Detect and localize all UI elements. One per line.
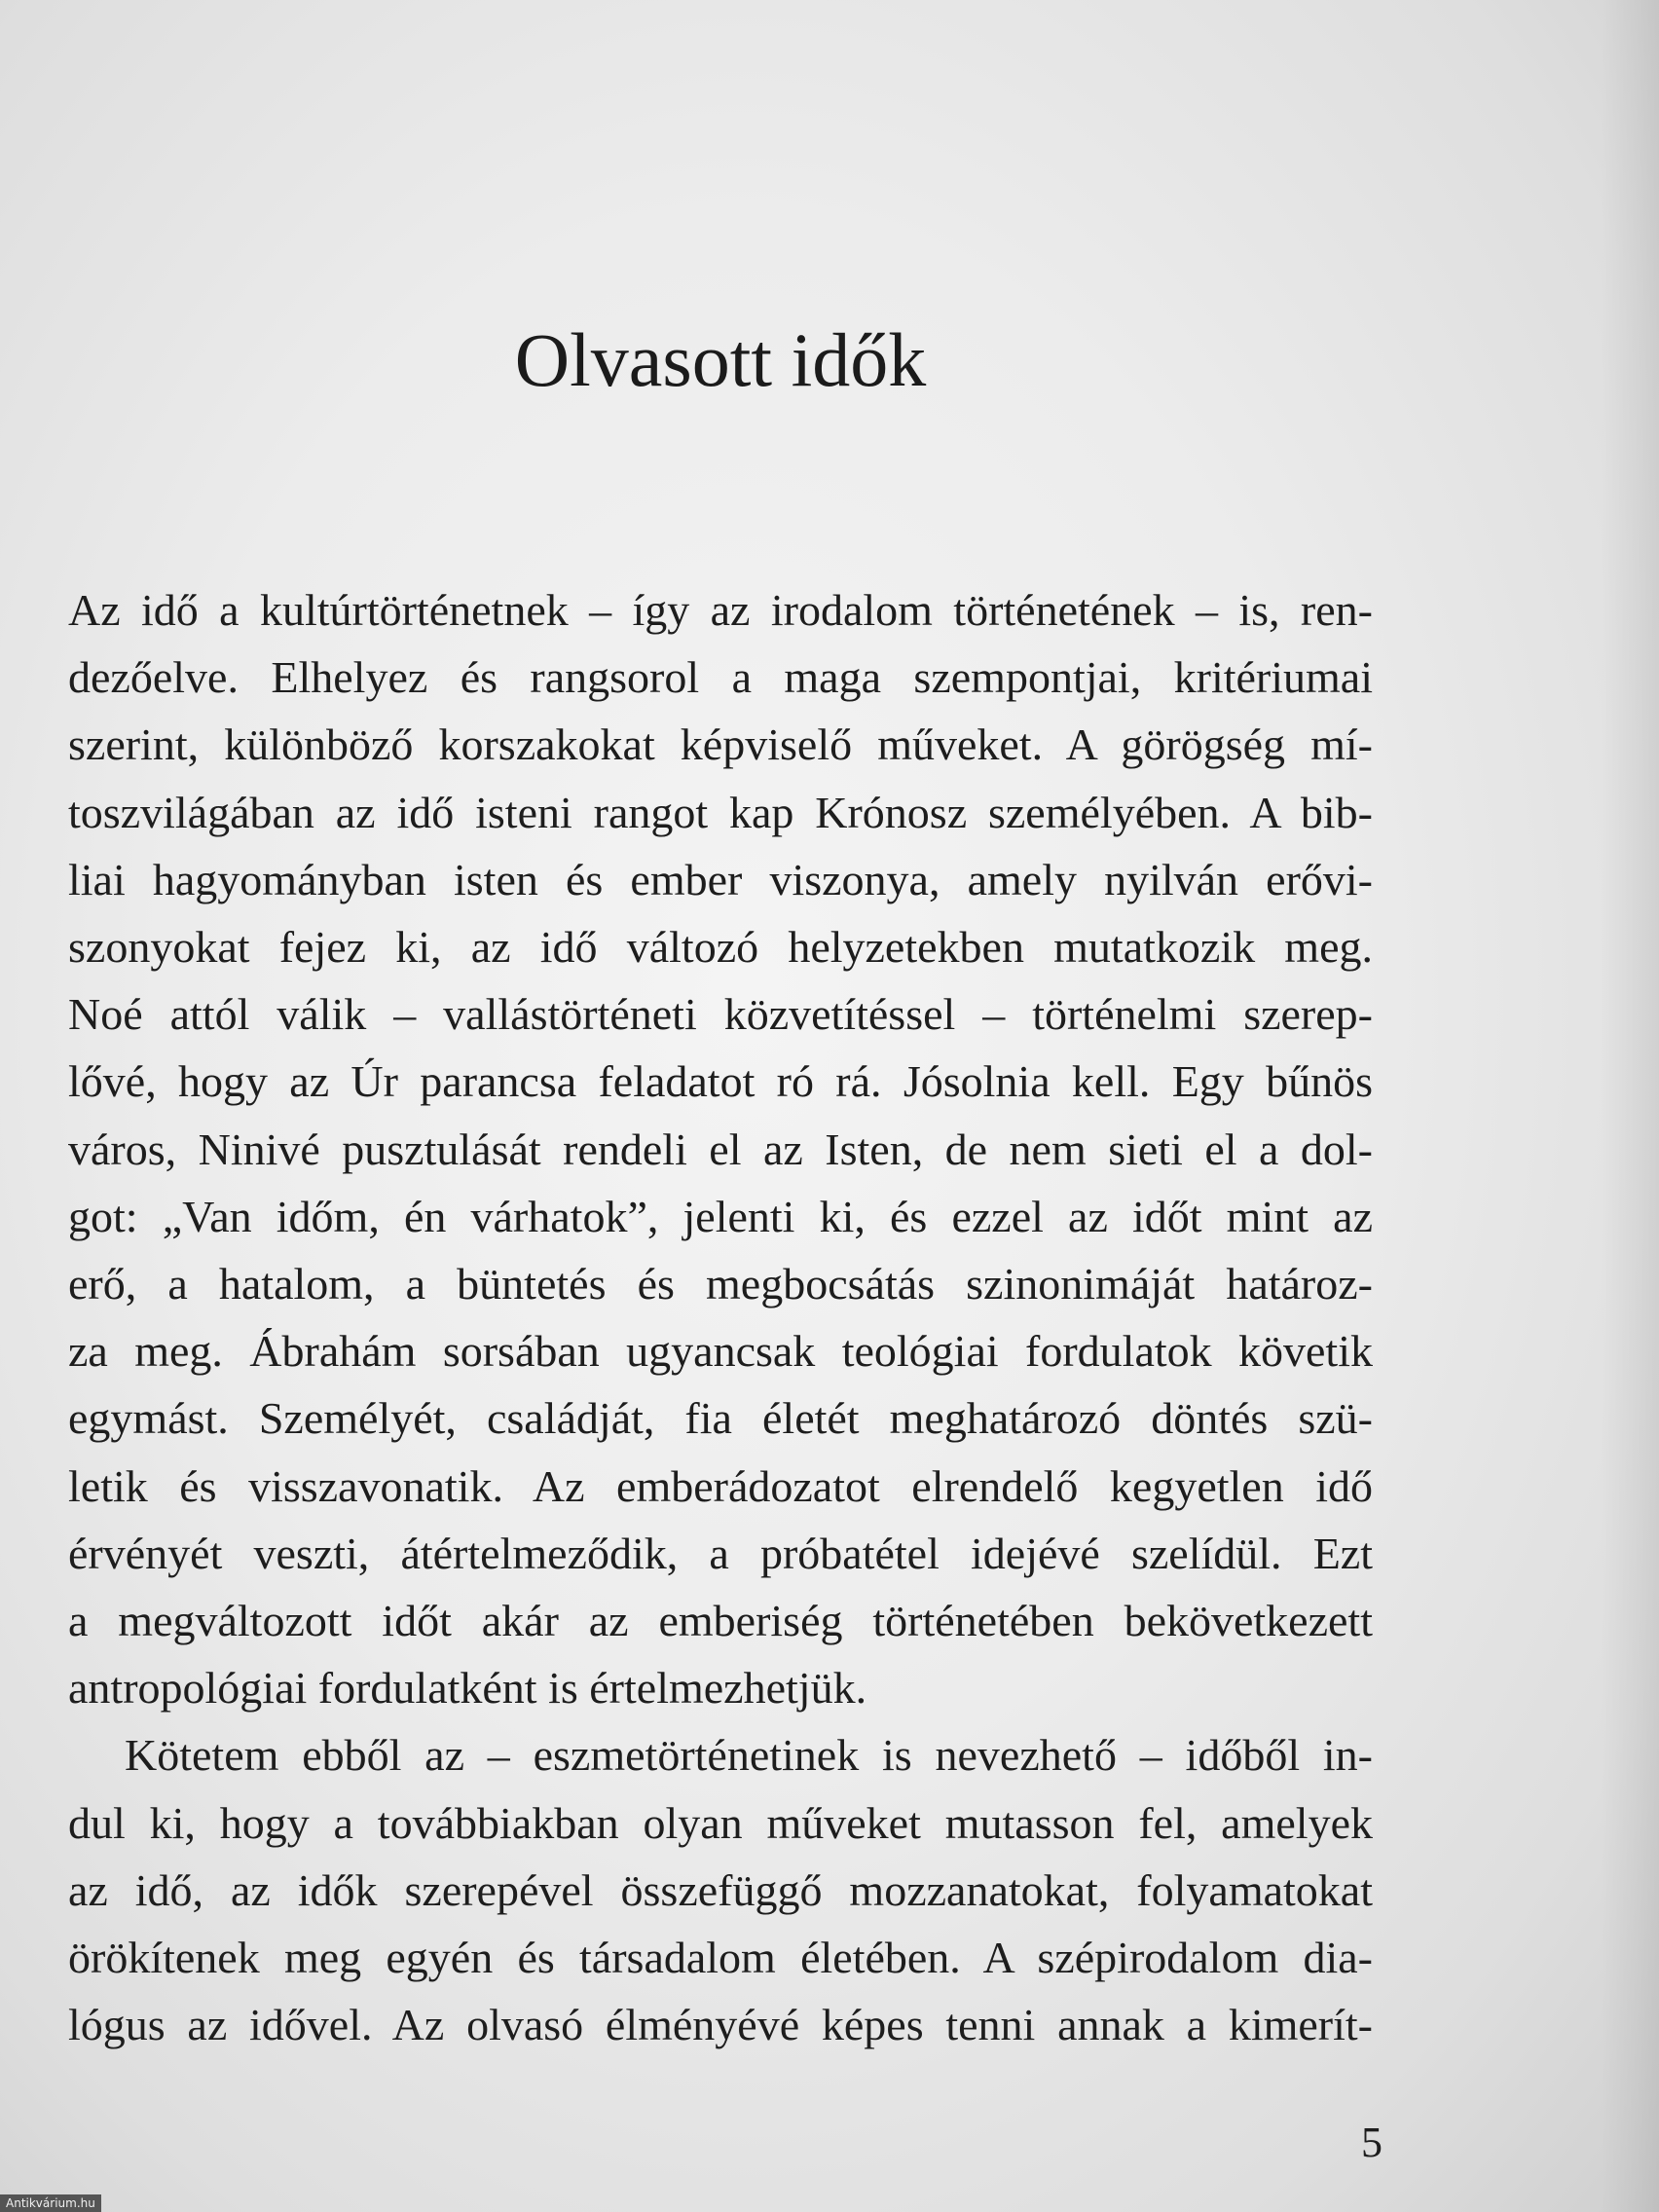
text-line: szerint, különböző korszakokat képviselő műveket. A görögség mí- bbox=[68, 719, 1373, 770]
text-line: antropológiai fordulatként is értelmezhetjük. bbox=[68, 1663, 867, 1714]
text-line: város, Ninivé pusztulását rendeli el az Isten, de nem sieti el a dol- bbox=[68, 1124, 1373, 1174]
text-line: za meg. Ábrahám sorsában ugyancsak teológiai fordulatok követik bbox=[68, 1326, 1373, 1377]
text-line: toszvilágában az idő isteni rangot kap Krónosz személyében. A bib- bbox=[68, 787, 1373, 837]
text-line: dul ki, hogy a továbbiakban olyan műveket mutasson fel, amelyek bbox=[68, 1797, 1373, 1848]
text-line: erő, a hatalom, a büntetés és megbocsátás szinonimáját határoz- bbox=[68, 1259, 1373, 1309]
page-edge-shadow bbox=[1601, 0, 1659, 2212]
text-line: lővé, hogy az Úr parancsa feladatot ró rá. Jósolnia kell. Egy bűnös bbox=[68, 1056, 1373, 1107]
text-line: Kötetem ebből az – eszmetörténetinek is nevezhető – időből in- bbox=[125, 1730, 1373, 1781]
text-line: lógus az idővel. Az olvasó élményévé képes tenni annak a kimerít- bbox=[68, 2000, 1373, 2050]
text-line: érvényét veszti, átértelmeződik, a próbatétel idejévé szelídül. Ezt bbox=[68, 1528, 1373, 1578]
text-line: szonyokat fejez ki, az idő változó helyzetekben mutatkozik meg. bbox=[68, 922, 1373, 973]
paragraph-2 bbox=[68, 1721, 1373, 2058]
text-line: egymást. Személyét, családját, fia életét meghatározó döntés szü- bbox=[68, 1393, 1373, 1444]
text-line: dezőelve. Elhelyez és rangsorol a maga szempontjai, kritériumai bbox=[68, 652, 1373, 703]
text-line: liai hagyományban isten és ember viszonya, amely nyilván erővi- bbox=[68, 854, 1373, 904]
paragraph-1 bbox=[68, 576, 1373, 1721]
chapter-title: Olvasott idők bbox=[514, 317, 927, 402]
text-line: got: „Van időm, én várhatok”, jelenti ki, és ezzel az időt mint az bbox=[68, 1191, 1373, 1241]
text-line: Az idő a kultúrtörténetnek – így az irodalom történetének – is, ren- bbox=[68, 585, 1373, 635]
body-text bbox=[68, 576, 1373, 2058]
text-line: letik és visszavonatik. Az emberádozatot elrendelő kegyetlen idő bbox=[68, 1460, 1373, 1511]
text-line: Noé attól válik – vallástörténeti közvetítéssel – történelmi szerep- bbox=[68, 989, 1373, 1040]
watermark: Antikvárium.hu bbox=[0, 2194, 101, 2212]
page-number: 5 bbox=[1361, 2119, 1382, 2166]
text-line: örökítenek meg egyén és társadalom életében. A szépirodalom dia- bbox=[68, 1933, 1373, 1983]
text-line: az idő, az idők szerepével összefüggő mozzanatokat, folyamatokat bbox=[68, 1864, 1373, 1915]
text-line: a megváltozott időt akár az emberiség történetében bekövetkezett bbox=[68, 1596, 1373, 1646]
